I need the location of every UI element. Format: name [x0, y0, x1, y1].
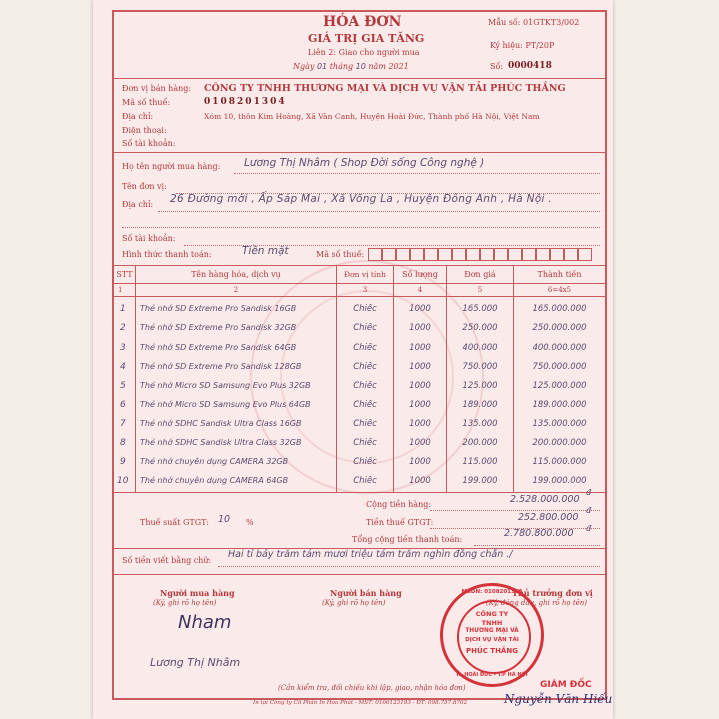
row-qty: 1000 — [409, 323, 431, 333]
director-name: Nguyễn Văn Hiếu — [504, 692, 613, 706]
seller-unit-label: Đơn vị bán hàng: — [122, 84, 192, 93]
vat-amount-label: Tiền thuế GTGT: — [366, 518, 434, 527]
seller-address: Xóm 10, thôn Kim Hoàng, Xã Vân Canh, Huyện Hoài Đức, Thành phố Hà Nội, Việt Nam — [204, 112, 540, 121]
date-day: 01 — [316, 62, 328, 71]
buyer-printed-name: Lương Thị Nhâm — [150, 656, 241, 669]
row-item-name: Thẻ nhớ SDHC Sandisk Ultra Class 32GB — [140, 438, 302, 447]
seller-phone-label: Điện thoại: — [122, 126, 167, 135]
seal-line: THƯƠNG MẠI VÀ — [465, 628, 519, 634]
column-number: 6=4x5 — [547, 286, 572, 294]
row-unit: Chiếc — [353, 304, 377, 314]
amount-in-words-label: Số tiền viết bằng chữ: — [122, 556, 212, 565]
column-number: 2 — [233, 286, 239, 294]
invoice-date — [293, 62, 409, 71]
payment-method: Tiền mặt — [242, 245, 289, 257]
row-price: 189.000 — [462, 400, 498, 410]
row-qty: 1000 — [409, 476, 431, 486]
row-amount: 135.000.000 — [532, 419, 587, 429]
row-index: 3 — [120, 343, 126, 353]
row-item-name: Thẻ nhớ SD Extreme Pro Sandisk 64GB — [140, 343, 297, 352]
tax-digit-box — [410, 248, 424, 261]
date-year: năm 2021 — [368, 62, 409, 71]
row-qty: 1000 — [409, 419, 431, 429]
payment-method-label: Hình thức thanh toán: — [122, 250, 212, 259]
seal-line: CÔNG TY — [475, 610, 509, 618]
column-header: Tên hàng hóa, dịch vụ — [191, 270, 281, 279]
head-sign-title: Thủ trưởng đơn vị — [512, 588, 593, 598]
tax-digit-box — [452, 248, 466, 261]
seller-unit-name: CÔNG TY TNHH THƯƠNG MẠI VÀ DỊCH VỤ VẬN TẢI PHÚC THẮNG — [204, 83, 566, 94]
row-index: 2 — [120, 323, 126, 333]
seller-tax-code: 0108201304 — [204, 97, 287, 107]
row-item-name: Thẻ nhớ chuyên dụng CAMERA 64GB — [140, 476, 289, 485]
invoice-number: 0000418 — [508, 61, 552, 71]
buyer-address: 26 Đường mới , Ấp Sáp Mai , Xã Võng La , Huyện Đông Anh , Hà Nội . — [170, 193, 553, 205]
buyer-address-label: Địa chỉ: — [122, 200, 154, 209]
buyer-sign-note: (Ký, ghi rõ họ tên) — [153, 599, 217, 607]
row-price: 400.000 — [462, 343, 498, 353]
tax-digit-box — [564, 248, 578, 261]
buyer-unit-label: Tên đơn vị: — [122, 182, 167, 191]
buyer-sign-title: Người mua hàng — [160, 588, 235, 598]
column-header: Thành tiền — [537, 270, 582, 279]
tax-digit-box — [494, 248, 508, 261]
column-number: 5 — [477, 286, 483, 294]
table-line — [114, 492, 605, 493]
seal-line: PHÚC THẮNG — [466, 647, 518, 655]
tax-digit-box — [368, 248, 382, 261]
tax-digit-box — [396, 248, 410, 261]
seller-sign-title: Người bán hàng — [330, 588, 402, 598]
seller-account-label: Số tài khoản: — [122, 139, 176, 148]
dotted-line — [474, 545, 600, 546]
row-item-name: Thẻ nhớ SD Extreme Pro Sandisk 128GB — [140, 362, 302, 371]
vat-currency: đ — [586, 506, 592, 515]
row-price: 199.000 — [462, 476, 498, 486]
row-unit: Chiếc — [353, 323, 377, 333]
subtotal-currency: đ — [586, 488, 592, 497]
row-price: 115.000 — [462, 457, 498, 467]
row-qty: 1000 — [409, 381, 431, 391]
head-sign-note: (Ký, đóng dấu, ghi rõ họ tên) — [486, 599, 588, 607]
tax-digit-box — [508, 248, 522, 261]
column-header: Số lượng — [402, 270, 438, 279]
table-line — [114, 265, 605, 266]
vat-rate-label: Thuế suất GTGT: — [140, 518, 209, 527]
row-index: 1 — [120, 304, 126, 314]
invoice-number-label: Số: — [490, 62, 504, 71]
row-unit: Chiếc — [353, 343, 377, 353]
column-number: 1 — [118, 286, 123, 294]
subtotal-value: 2.528.000.000 — [510, 494, 580, 505]
row-amount: 400.000.000 — [532, 343, 587, 353]
seal-ring-top: MSDN: 0108201304 — [461, 589, 523, 595]
tax-digit-box — [466, 248, 480, 261]
date-month: 10 — [355, 62, 366, 71]
column-number: 3 — [362, 286, 368, 294]
row-item-name: Thẻ nhớ SD Extreme Pro Sandisk 32GB — [140, 323, 297, 332]
row-index: 6 — [120, 400, 126, 410]
row-item-name: Thẻ nhớ SDHC Sandisk Ultra Class 16GB — [140, 419, 302, 428]
divider — [114, 152, 605, 153]
total-currency: đ — [586, 524, 592, 533]
column-number: 4 — [417, 286, 423, 294]
footer-note: (Cần kiểm tra, đối chiếu khi lập, giao, nhận hóa đơn) — [278, 684, 466, 692]
dotted-line — [218, 566, 600, 567]
table-line — [114, 283, 605, 284]
column-header: Đơn vị tính — [344, 270, 386, 279]
row-price: 125.000 — [462, 381, 498, 391]
total-label: Tổng cộng tiền thanh toán: — [352, 535, 463, 544]
dotted-line — [430, 510, 600, 511]
row-item-name: Thẻ nhớ SD Extreme Pro Sandisk 16GB — [140, 304, 297, 313]
amount-in-words: Hai tỉ bảy trăm tám mươi triệu tám trăm nghìn đồng chẵn ./ — [228, 549, 513, 560]
row-price: 250.000 — [462, 323, 498, 333]
row-index: 5 — [120, 381, 126, 391]
director-title: GIÁM ĐỐC — [540, 680, 592, 690]
row-amount: 750.000.000 — [532, 362, 587, 372]
row-unit: Chiếc — [353, 381, 377, 391]
row-unit: Chiếc — [353, 457, 377, 467]
seal-ring-bottom: H. HOÀI ĐỨC - T.P HÀ NỘI — [456, 672, 528, 678]
buyer-name: Lương Thị Nhâm ( Shop Đời sống Công nghệ ) — [244, 157, 485, 169]
invoice-subtitle: GIÁ TRỊ GIA TĂNG — [308, 32, 425, 45]
seller-address-label: Địa chỉ: — [122, 112, 154, 121]
form-number: Mẫu số: 01GTKT3/002 — [488, 18, 580, 27]
row-price: 135.000 — [462, 419, 498, 429]
row-item-name: Thẻ nhớ Micro SD Samsung Evo Plus 64GB — [140, 400, 311, 409]
vat-rate-percent: % — [246, 518, 254, 527]
row-amount: 199.000.000 — [532, 476, 587, 486]
tax-digit-box — [424, 248, 438, 261]
seller-tax-label: Mã số thuế: — [122, 98, 171, 107]
seal-line: TNHH — [481, 619, 503, 627]
table-line — [114, 296, 605, 297]
company-seal — [440, 583, 544, 687]
date-month-label: tháng — [329, 62, 354, 71]
row-amount: 250.000.000 — [532, 323, 587, 333]
row-amount: 189.000.000 — [532, 400, 587, 410]
row-qty: 1000 — [409, 457, 431, 467]
row-amount: 125.000.000 — [532, 381, 587, 391]
divider — [114, 78, 605, 79]
subtotal-label: Cộng tiền hàng: — [366, 500, 432, 509]
buyer-account-label: Số tài khoản: — [122, 234, 176, 243]
row-qty: 1000 — [409, 343, 431, 353]
tax-digit-box — [578, 248, 592, 261]
buyer-tax-label: Mã số thuế: — [316, 250, 365, 259]
row-unit: Chiếc — [353, 476, 377, 486]
row-qty: 1000 — [409, 400, 431, 410]
row-item-name: Thẻ nhớ Micro SD Samsung Evo Plus 32GB — [140, 381, 311, 390]
row-price: 750.000 — [462, 362, 498, 372]
tax-digit-box — [536, 248, 550, 261]
row-index: 9 — [120, 457, 126, 467]
row-index: 4 — [120, 362, 126, 372]
row-unit: Chiếc — [353, 419, 377, 429]
vat-amount-value: 252.800.000 — [518, 512, 579, 523]
divider — [114, 574, 605, 575]
buyer-signature: Nham — [178, 612, 232, 633]
tax-digit-box — [382, 248, 396, 261]
row-qty: 1000 — [409, 362, 431, 372]
row-price: 165.000 — [462, 304, 498, 314]
row-unit: Chiếc — [353, 400, 377, 410]
seal-line: DỊCH VỤ VẬN TẢI — [465, 637, 519, 643]
tax-digit-box — [438, 248, 452, 261]
row-qty: 1000 — [409, 438, 431, 448]
date-prefix: Ngày — [293, 62, 315, 71]
row-amount: 115.000.000 — [532, 457, 587, 467]
total-value: 2.780.800.000 — [504, 528, 574, 539]
row-item-name: Thẻ nhớ chuyên dụng CAMERA 32GB — [140, 457, 289, 466]
row-index: 8 — [120, 438, 126, 448]
tax-digit-box — [550, 248, 564, 261]
tax-digit-box — [480, 248, 494, 261]
table-line — [135, 265, 136, 492]
row-amount: 200.000.000 — [532, 438, 587, 448]
buyer-name-label: Họ tên người mua hàng: — [122, 162, 221, 171]
row-amount: 165.000.000 — [532, 304, 587, 314]
seller-sign-note: (Ký, ghi rõ họ tên) — [322, 599, 386, 607]
row-unit: Chiếc — [353, 438, 377, 448]
dotted-line — [122, 227, 600, 228]
column-header: STT — [116, 270, 133, 279]
column-header: Đơn giá — [464, 270, 496, 279]
row-index: 10 — [117, 476, 129, 486]
invoice-title: HÓA ĐƠN — [323, 14, 402, 30]
row-unit: Chiếc — [353, 362, 377, 372]
printer-info: In tại Công ty Cổ Phần In Hoa Phát - MST: 0106123193 - ĐT: 098.757.8702 — [253, 700, 468, 706]
copy-label: Liên 2: Giao cho người mua — [308, 48, 420, 57]
tax-digit-box — [522, 248, 536, 261]
row-price: 200.000 — [462, 438, 498, 448]
dotted-line — [234, 173, 600, 174]
dotted-line — [158, 211, 600, 212]
row-qty: 1000 — [409, 304, 431, 314]
vat-rate-value: 10 — [218, 514, 231, 525]
row-index: 7 — [120, 419, 126, 429]
invoice-symbol: Ký hiệu: PT/20P — [490, 41, 555, 50]
